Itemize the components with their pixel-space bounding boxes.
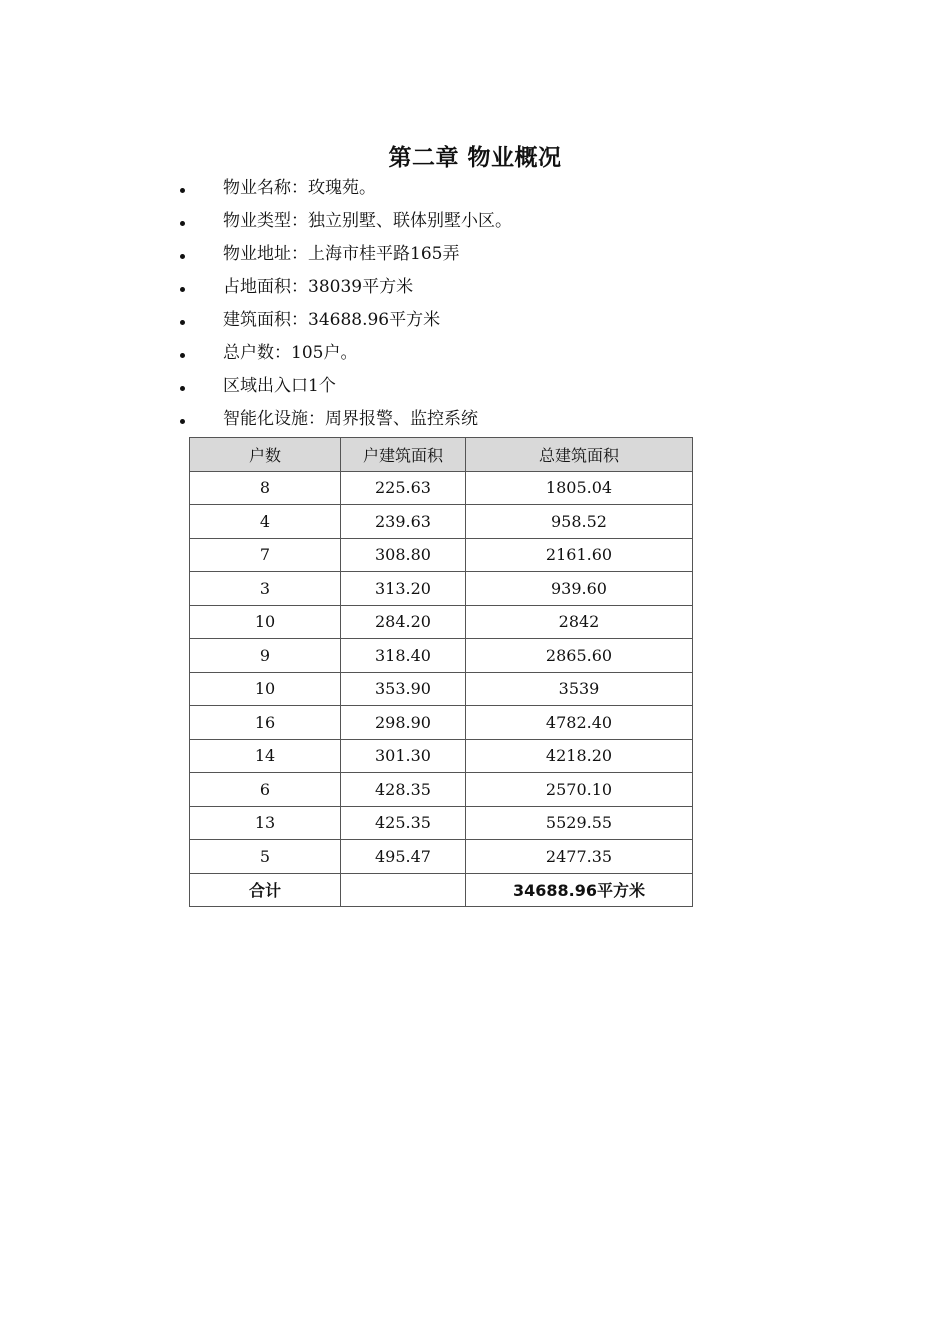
- table-row: [190, 773, 693, 807]
- table-cell: 313.20: [341, 572, 466, 606]
- table-cell: 4782.40: [466, 706, 693, 740]
- table-header-row: [190, 438, 693, 472]
- table-cell: 2865.60: [466, 639, 693, 673]
- table-cell: 428.35: [341, 773, 466, 807]
- area-table: [189, 437, 693, 907]
- column-header-unit-area: 户建筑面积: [341, 438, 466, 472]
- table-cell: 425.35: [341, 806, 466, 840]
- table-cell: 939.60: [466, 572, 693, 606]
- list-item-text: 物业地址：上海市桂平路165弄: [223, 244, 460, 264]
- table-cell: 8: [190, 471, 341, 505]
- table-cell: 3539: [466, 672, 693, 706]
- list-item-text: 智能化设施：周界报警、监控系统: [223, 409, 478, 429]
- column-header-total-area: 总建筑面积: [466, 438, 693, 472]
- table-row: [190, 806, 693, 840]
- page-title: 第二章 物业概况: [388, 145, 562, 172]
- table-cell: 958.52: [466, 505, 693, 539]
- bullet-icon: [180, 188, 185, 193]
- table-cell: 2570.10: [466, 773, 693, 807]
- table-cell: 318.40: [341, 639, 466, 673]
- table-cell: 239.63: [341, 505, 466, 539]
- table-cell: 6: [190, 773, 341, 807]
- bullet-icon: [180, 254, 185, 259]
- column-header-households: 户数: [190, 438, 341, 472]
- list-item: [0, 304, 950, 337]
- total-value-cell: 34688.96平方米: [466, 873, 693, 907]
- table-cell: 9: [190, 639, 341, 673]
- list-item: [0, 172, 950, 205]
- list-item: [0, 370, 950, 403]
- list-item-text: 总户数：105户。: [223, 343, 358, 363]
- table-cell: 308.80: [341, 538, 466, 572]
- table-cell: 4218.20: [466, 739, 693, 773]
- bullet-icon: [180, 419, 185, 424]
- table-cell: 353.90: [341, 672, 466, 706]
- table-cell: 5: [190, 840, 341, 874]
- list-item-text: 区域出入口1个: [223, 376, 336, 396]
- table-row: [190, 538, 693, 572]
- list-item: [0, 403, 950, 436]
- table-row: [190, 605, 693, 639]
- table-cell: 16: [190, 706, 341, 740]
- bullet-icon: [180, 386, 185, 391]
- total-label-cell: 合计: [190, 873, 341, 907]
- property-info-list: [0, 172, 950, 436]
- bullet-icon: [180, 287, 185, 292]
- list-item-text: 建筑面积：34688.96平方米: [223, 310, 441, 330]
- table-cell: 14: [190, 739, 341, 773]
- table-cell: 301.30: [341, 739, 466, 773]
- list-item-text: 占地面积：38039平方米: [223, 277, 414, 297]
- table-cell: 10: [190, 605, 341, 639]
- table-total-row: [190, 873, 693, 907]
- table-row: [190, 672, 693, 706]
- bullet-icon: [180, 221, 185, 226]
- table-row: [190, 739, 693, 773]
- table-row: [190, 471, 693, 505]
- list-item: [0, 238, 950, 271]
- table-cell: 7: [190, 538, 341, 572]
- table-row: [190, 505, 693, 539]
- table-cell: 284.20: [341, 605, 466, 639]
- table-cell: 4: [190, 505, 341, 539]
- table-row: [190, 706, 693, 740]
- table-row: [190, 840, 693, 874]
- table-row: [190, 639, 693, 673]
- bullet-icon: [180, 353, 185, 358]
- table-cell: 13: [190, 806, 341, 840]
- list-item: [0, 271, 950, 304]
- table-cell: 5529.55: [466, 806, 693, 840]
- table-cell: 3: [190, 572, 341, 606]
- table-row: [190, 572, 693, 606]
- table-cell: 10: [190, 672, 341, 706]
- table-cell: 298.90: [341, 706, 466, 740]
- table-cell: 1805.04: [466, 471, 693, 505]
- table-cell: 2161.60: [466, 538, 693, 572]
- list-item-text: 物业名称：玫瑰苑。: [223, 178, 376, 198]
- table-cell: 2842: [466, 605, 693, 639]
- list-item: [0, 205, 950, 238]
- list-item: [0, 337, 950, 370]
- bullet-icon: [180, 320, 185, 325]
- table-cell: 225.63: [341, 471, 466, 505]
- total-empty-cell: [341, 873, 466, 907]
- table-cell: 2477.35: [466, 840, 693, 874]
- table-cell: 495.47: [341, 840, 466, 874]
- list-item-text: 物业类型：独立别墅、联体别墅小区。: [223, 211, 512, 231]
